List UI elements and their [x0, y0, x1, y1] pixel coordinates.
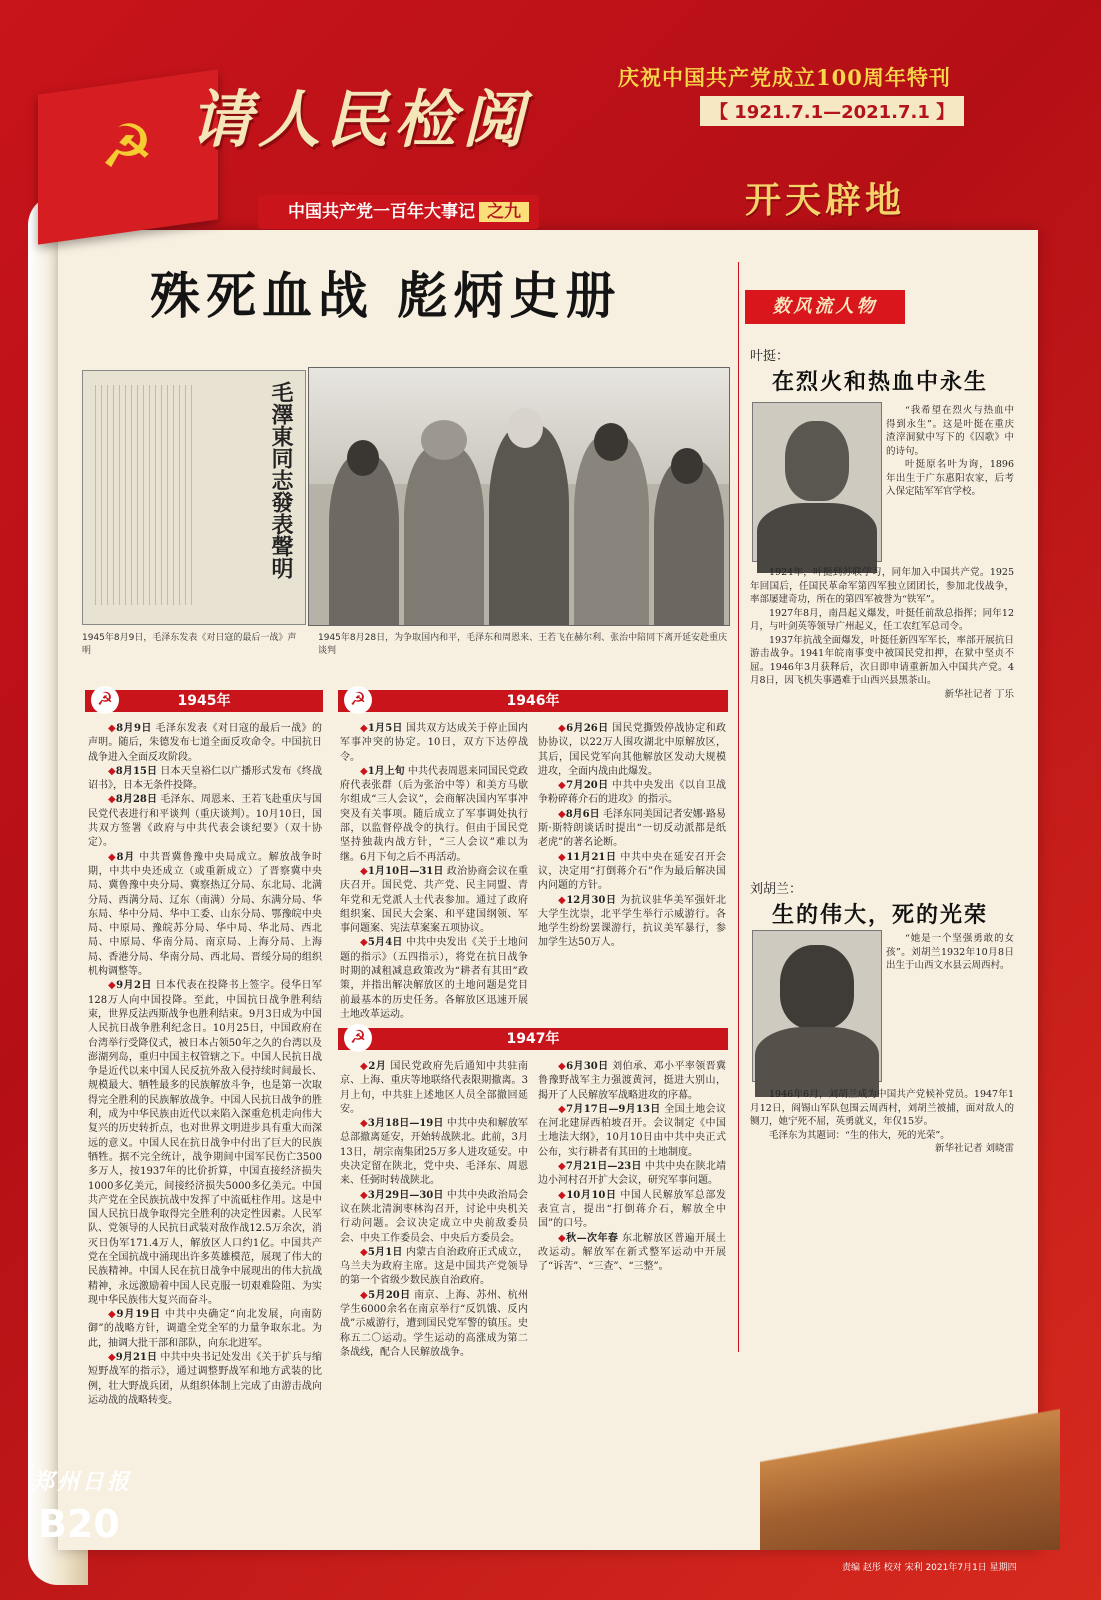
- hammer-sickle-icon: ☭: [100, 112, 154, 182]
- photo-caption: 1945年8月28日，为争取国内和平，毛泽东和周恩来、王若飞在赫尔利、张治中陪同下离开延安赴重庆谈判: [318, 633, 728, 656]
- event-text: 中国人民解放军总部发表宣言，提出“打倒蒋介石，解放全中国”的口号。: [538, 1189, 726, 1230]
- series-label: [258, 195, 539, 229]
- year-header-1946: [338, 690, 728, 712]
- photo-figure: [404, 445, 484, 625]
- portrait-figure: [785, 421, 849, 501]
- event-paragraph: ◆9月21日 中共中央书记处发出《关于扩兵与缩短野战军的指示》，通过调整野战军和地方武装的比例，壮大野战兵团，从组织体制上完成了由游击战向运动战的战略转变。: [88, 1352, 323, 1406]
- clipping-title: 毛澤東同志發表聲明: [268, 381, 294, 579]
- event-date: 7月20日: [566, 780, 609, 792]
- bio2-title: 生的伟大，死的光荣: [772, 903, 989, 928]
- event-date: 8月15日: [115, 765, 158, 777]
- event-text: 中共代表周恩来同国民党政府代表张群（后为张治中等）和美方马歇尔组成“三人会议”，会商解决国内军事冲突及有关事项。随后成立了军事调处执行部，以监督停战令的执行。但由于国民党坚持独裁内战方针，“三人会议”难以为继。6月下旬之后不再活动。: [340, 765, 528, 863]
- bio1-body-top: [886, 404, 1014, 564]
- series-text: 中国共产党一百年大事记: [288, 202, 475, 222]
- event-paragraph: ◆9月2日 日本代表在投降书上签字。侵华日军128万人向中国投降。至此，中国抗日战争胜利结束，世界反法西斯战争也胜利结束。9月3日成为中国人民抗日战争胜利纪念日。10月25日，中国政府在台湾举行受降仪式，被日本占领50年之久的台湾以及澎湖列岛，重归中国主权管辖之下。中国人民抗日战争是近代以来中国人民反抗外敌入侵持续时间最长、规模最大、牺牲最多的民族解放斗争，也是第一次取得完全胜利的民族解放战争。中国人民抗日战争的胜利，成为中华民族由近代以来陷入深重危机走向伟大复兴的历史转折点，也对世界文明进步具有重大而深远的意义。中国人民在抗日战争中付出了巨大的民族牺牲。据不完全统计，战争期间中国军民伤亡3500多万人，按1937年的比价折算，中国直接经济损失1000多亿美元，间接经济损失5000多亿美元。中国共产党在全民族抗战中发挥了中流砥柱作用。这是中国人民抗日战争取得完全胜利的决定性因素。人民军队、党领导的人民抗日武装对敌作战12.5万余次，消灭日伪军171.4万人，解放区人口约1亿。中国共产党在全国抗战中涌现出许多英雄模范，展现了伟大的民族精神。中国人民在抗日战争中展现出的伟大抗战精神，永远激励着中国人民克服一切艰难险阻、为实现中华民族伟大复兴而奋斗。: [88, 980, 322, 1306]
- event-text: 中共中央书记处发出《关于扩兵与缩短野战军的指示》，通过调整野战军和地方武装的比例，壮大野战兵团，从组织体制上完成了由游击战向运动战的战略转变。: [88, 1352, 323, 1406]
- event-text: 日本天皇裕仁以广播形式发布《终战诏书》，日本无条件投降。: [88, 765, 323, 792]
- events-1946-col-a: [340, 722, 529, 1020]
- sidebar-divider: [738, 262, 739, 1352]
- event-text: 中共中央发出《关于土地问题的指示》（五四指示），将党在抗日战争时期的减租减息政策改为“耕者有其田”政策，并指出解决解放区的土地问题是党目前最基本的历史任务。各解放区迅速开展土地改革运动。: [340, 937, 528, 1020]
- event-date: 5月20日: [368, 1289, 411, 1301]
- page-headline: 殊死血战 彪炳史册: [150, 267, 622, 325]
- event-paragraph: ◆8月15日 日本天皇裕仁以广播形式发布《终战诏书》，日本无条件投降。: [88, 765, 323, 792]
- masthead-title: 请人民检阅: [190, 83, 531, 156]
- event-paragraph: ◆5月20日 南京、上海、苏州、杭州学生6000余名在南京举行“反饥饿、反内战”示威游行，遭到国民党军警的镇压。史称五二〇运动。学生运动的高涨成为第二条战线，配合人民解放战争。: [340, 1289, 529, 1358]
- photo-figure: [489, 425, 569, 625]
- photo-figure-head: [594, 423, 628, 461]
- bio-paragraph: 叶挺原名叶为询，1896年出生于广东惠阳农家，后考入保定陆军军官学校。: [886, 459, 1014, 497]
- newspaper-clipping-image: [82, 370, 306, 625]
- event-date: 9月21日: [115, 1352, 158, 1364]
- bio-paragraph: “她是一个坚强勇敢的女孩”。刘胡兰1932年10月8日出生于山西文水县云周西村。: [886, 933, 1014, 971]
- event-text: 毛泽东、周恩来、王若飞赴重庆与国民党代表进行和平谈判（重庆谈判）。10月10日，国共双方签署《政府与中共代表会谈纪要》（双十协定）。: [88, 794, 323, 849]
- event-date: 9月19日: [116, 1309, 161, 1321]
- ye-ting-portrait: [752, 402, 882, 562]
- event-text: 国民党政府先后通知中共驻南京、上海、重庆等地联络代表限期撤离。3月上旬，中共驻上述地区人员全部撤回延安。: [340, 1061, 528, 1115]
- party-emblem-icon: ☭: [91, 686, 119, 714]
- bio-paragraph: 1927年8月，南昌起义爆发，叶挺任前敌总指挥；同年12月，与叶剑英等领导广州起义，任工农红军总司令。: [750, 607, 1014, 632]
- event-text: 日本代表在投降书上签字。侵华日军128万人向中国投降。至此，中国抗日战争胜利结束，世界反法西斯战争也胜利结束。9月3日成为中国人民抗日战争胜利纪念日。10月25日，中国政府在台湾举行受降仪式，被日本占领50年之久的台湾以及澎湖列岛，重归中国主权管辖之下。中国人民抗日战争是近代以来中国人民反抗外敌入侵持续时间最长、规模最大、牺牲最多的民族解放斗争，也是第一次取得完全胜利的民族解放战争。中国人民抗日战争的胜利，成为中华民族由近代以来陷入深重危机走向伟大复兴的历史转折点，也对世界文明进步具有重大而深远的意义。中国人民在抗日战争中付出了巨大的民族牺牲。据不完全统计，战争期间中国军民伤亡3500多万人，按1937年的比价折算，中国直接经济损失1000多亿美元，间接经济损失5000多亿美元。中国共产党在全民族抗战中发挥了中流砥柱作用。这是中国人民抗日战争取得完全胜利的决定性因素。人民军队、党领导的人民抗日武装对敌作战12.5万余次，消灭日伪军171.4万人，解放区人口约1亿。中国共产党在全国抗战中涌现出许多英雄模范，展现了伟大的民族精神。中国人民在抗日战争中展现出的伟大抗战精神，永远激励着中国人民克服一切艰难险阻、为实现中华民族伟大复兴而奋斗。: [88, 980, 322, 1306]
- photo-figure: [574, 435, 649, 625]
- event-date: 8月9日: [116, 723, 152, 734]
- event-paragraph: ◆8月9日 毛泽东发表《对日寇的最后一战》的声明。随后，朱德发布七道全面反攻命令。中国抗日战争进入全面反攻阶段。: [88, 723, 322, 763]
- footer-credit: 责编 赵彤 校对 宋利 2021年7月1日 星期四: [842, 1563, 1017, 1573]
- event-date: 1月上旬: [367, 765, 405, 777]
- event-date: 9月2日: [116, 980, 152, 992]
- clipping-caption: 1945年8月9日，毛泽东发表《对日寇的最后一战》声明: [82, 633, 297, 656]
- events-1945: [88, 722, 322, 1422]
- bio-paragraph: 1924年，叶挺到苏联学习，同年加入中国共产党。1925年回国后，任国民革命军第四军独立团团长，参加北伐战争，率部屡建奇功，所在的第四军被誉为“铁军”。: [750, 567, 1014, 605]
- events-1946-col-b: [538, 722, 726, 1012]
- event-paragraph: ◆1月10日—31日 政治协商会议在重庆召开。国民党、共产党、民主同盟、青年党和无党派人士代表参加。通过了政府组织案、国民大会案、和平建国纲领、军事问题案、宪法草案案五项协议。: [340, 865, 529, 935]
- bio-paragraph: “我希望在烈火与热血中得到永生”。这是叶挺在重庆渣滓洞狱中写下的《囚歌》中的诗句。: [886, 405, 1014, 457]
- event-paragraph: ◆1月5日 国共双方达成关于停止国内军事冲突的协定。10日，双方下达停战令。: [340, 723, 528, 763]
- party-emblem-icon: ☭: [344, 686, 372, 714]
- event-text: 毛泽东同美国记者安娜·路易斯·斯特朗谈话时提出“一切反动派都是纸老虎”的著名论断。: [538, 808, 726, 849]
- portrait-figure: [780, 945, 854, 1029]
- event-paragraph: ◆3月29日—30日 中共中央政治局会议在陕北清涧枣林沟召开，讨论中央机关行动问题。会议决定成立中央前敌委员会、中央工作委员会、中央后方委员会。: [340, 1189, 529, 1244]
- event-date: 3月29日—30日: [367, 1189, 444, 1201]
- bio-paragraph: 毛泽东为其题词：“生的伟大，死的光荣”。: [769, 1129, 950, 1141]
- event-paragraph: ◆8月 中共晋冀鲁豫中央局成立。解放战争时期，中共中央还成立（或重新成立）了晋察冀中央局、冀鲁豫中央分局、冀察热辽分局、东北局、北满分局、西满分局、辽东（南满）分局、东满分局、华东局、华中分局、华中工委、山东分局、鄂豫皖中央局、中原局、豫皖苏分局、华中局、华北局、西北局、中原局、华南分局、南京局、上海分局、上海局、香港分局、华南分局、西北局、晋绥分局的组织机构调整等。: [88, 851, 322, 978]
- event-date: 10月10日: [566, 1189, 617, 1201]
- header: [0, 0, 1101, 230]
- event-paragraph: ◆12月30日 为抗议驻华美军强奸北大学生沈崇，北平学生举行示威游行。各地学生纷纷罢课游行，抗议美军暴行，参加学生达50万人。: [538, 894, 726, 949]
- bio2-name: 刘胡兰：: [750, 882, 803, 897]
- newspaper-logo: 郑州日报: [32, 1469, 133, 1495]
- event-paragraph: ◆8月6日 毛泽东同美国记者安娜·路易斯·斯特朗谈话时提出“一切反动派都是纸老虎”的著名论断。: [538, 808, 726, 849]
- year-header-1945: [85, 690, 323, 712]
- event-text: 中共中央政治局会议在陕北清涧枣林沟召开，讨论中央机关行动问题。会议决定成立中央前敌委员会、中央工作委员会、中央后方委员会。: [340, 1189, 529, 1244]
- event-date: 7月17日—9月13日: [566, 1103, 661, 1115]
- event-date: 6月30日: [566, 1061, 609, 1072]
- event-text: 全国土地会议在河北建屏西柏坡召开。会议制定《中国土地法大纲》，10月10日由中共中央正式公布，实行耕者有其田的土地制度。: [538, 1103, 727, 1158]
- bio2-body: [750, 1088, 1014, 1358]
- liu-hulan-portrait: [752, 930, 882, 1082]
- event-paragraph: ◆7月20日 中共中央发出《以自卫战争粉碎蒋介石的进攻》的指示。: [538, 780, 727, 806]
- event-text: 中共中央发出《以自卫战争粉碎蒋介石的进攻》的指示。: [538, 780, 727, 806]
- event-date: 8月6日: [565, 808, 600, 820]
- event-text: 毛泽东发表《对日寇的最后一战》的声明。随后，朱德发布七道全面反攻命令。中国抗日战争进入全面反攻阶段。: [88, 723, 322, 763]
- photo-figure-head: [507, 408, 543, 448]
- event-text: 政治协商会议在重庆召开。国民党、共产党、民主同盟、青年党和无党派人士代表参加。通过了政府组织案、国民大会案、和平建国纲领、军事问题案、宪法草案案五项协议。: [340, 865, 529, 935]
- event-date: 秋—次年春: [566, 1232, 619, 1244]
- bio-paragraph: 1946年6月，刘胡兰成为中国共产党候补党员。1947年1月12日，阎锡山军队包围云周西村，刘胡兰被捕，面对敌人的铡刀，她宁死不屈，英勇就义，年仅15岁。: [750, 1089, 1014, 1127]
- bio2-body-top: [886, 932, 1014, 1082]
- event-text: 中共中央确定“向北发展，向南防御”的战略方针，调遣全党全军的力量争取东北。为此，抽调大批干部和部队，向东北进军。: [88, 1309, 322, 1349]
- centenary-title: 庆祝中国共产党成立100周年特刊: [618, 65, 951, 90]
- bio1-title: 在烈火和热血中永生: [772, 370, 989, 395]
- event-date: 8月: [116, 851, 136, 863]
- year-header-1947: [338, 1028, 728, 1050]
- event-date: 2月: [368, 1061, 387, 1072]
- events-1947-col-b: [538, 1060, 726, 1460]
- event-date: 7月21日—23日: [565, 1161, 642, 1173]
- event-text: 中共中央在延安召开会议，决定用“打倒蒋介石”作为最后解决国内问题的方针。: [538, 851, 726, 892]
- portrait-shoulders: [757, 503, 877, 573]
- page-number: B20: [38, 1502, 120, 1546]
- photo-figure-head: [347, 440, 379, 476]
- slogan: 开天辟地: [745, 179, 906, 221]
- event-paragraph: ◆6月26日 国民党撕毁停战协定和政协协议，以22万人围攻湖北中原解放区，其后，国民党军向其他解放区发动大规模进攻，全面内战由此爆发。: [538, 723, 727, 777]
- event-date: 1月10日—31日: [367, 865, 444, 877]
- event-text: 中共中央在陕北靖边小河村召开扩大会议，研究军事问题。: [538, 1161, 727, 1187]
- centenary-dates: 【 1921.7.1—2021.7.1 】: [700, 96, 964, 126]
- sidebar-banner: 数风流人物: [745, 290, 905, 324]
- event-text: 国民党撕毁停战协定和政协协议，以22万人围攻湖北中原解放区，其后，国民党军向其他解放区发动大规模进攻，全面内战由此爆发。: [538, 723, 727, 777]
- bio-paragraph: 1937年抗战全面爆发，叶挺任新四军军长，率部开展抗日游击战争。1941年皖南事变中被国民党扣押，在狱中坚贞不屈。1946年3月获释后，次日即申请重新加入中国共产党。4月8日，因飞机失事遇难于山西兴县黑茶山。: [750, 634, 1014, 686]
- event-date: 1月5日: [367, 723, 403, 734]
- event-paragraph: ◆9月19日 中共中央确定“向北发展，向南防御”的战略方针，调遣全党全军的力量争取东北。为此，抽调大批干部和部队，向东北进军。: [88, 1309, 322, 1349]
- series-number: 之九: [479, 202, 529, 222]
- event-paragraph: ◆1月上旬 中共代表周恩来同国民党政府代表张群（后为张治中等）和美方马歇尔组成“三人会议”，会商解决国内军事冲突及有关事项。随后成立了军事调处执行部，以监督停战令的执行。但由于国民党坚持独裁内战方针，“三人会议”难以为继。6月下旬之后不再活动。: [340, 765, 528, 863]
- year-label: 1945年: [177, 693, 231, 709]
- event-paragraph: ◆8月28日 毛泽东、周恩来、王若飞赴重庆与国民党代表进行和平谈判（重庆谈判）。10月10日，国共双方签署《政府与中共代表会谈纪要》（双十协定）。: [88, 794, 323, 849]
- bio-byline: 新华社记者 丁乐: [944, 688, 1014, 700]
- event-paragraph: ◆5月1日 内蒙古自治政府正式成立，乌兰夫为政府主席。这是中国共产党领导的第一个省级少数民族自治政府。: [340, 1246, 528, 1287]
- photo-figure: [654, 460, 724, 625]
- event-text: 为抗议驻华美军强奸北大学生沈崇，北平学生举行示威游行。各地学生纷纷罢课游行，抗议美军暴行，参加学生达50万人。: [538, 894, 726, 949]
- event-date: 8月28日: [115, 794, 158, 806]
- event-paragraph: ◆7月21日—23日 中共中央在陕北靖边小河村召开扩大会议，研究军事问题。: [538, 1161, 727, 1187]
- event-text: 内蒙古自治政府正式成立，乌兰夫为政府主席。这是中国共产党领导的第一个省级少数民族自治政府。: [340, 1246, 528, 1287]
- photo-figure-head: [671, 448, 703, 484]
- event-text: 东北解放区普遍开展土改运动。解放军在新式整军运动中开展了“诉苦”、“三查”、“三整”。: [538, 1232, 726, 1273]
- event-paragraph: ◆秋—次年春 东北解放区普遍开展土改运动。解放军在新式整军运动中开展了“诉苦”、“三查”、“三整”。: [538, 1232, 726, 1273]
- event-paragraph: ◆2月 国民党政府先后通知中共驻南京、上海、重庆等地联络代表限期撤离。3月上旬，中共驻上述地区人员全部撤回延安。: [340, 1061, 528, 1115]
- party-emblem-icon: ☭: [344, 1024, 372, 1052]
- event-date: 5月1日: [367, 1246, 403, 1258]
- event-paragraph: ◆7月17日—9月13日 全国土地会议在河北建屏西柏坡召开。会议制定《中国土地法大纲》，10月10日由中共中央正式公布，实行耕者有其田的土地制度。: [538, 1103, 727, 1158]
- great-wall-illustration: [760, 1400, 1060, 1550]
- event-date: 5月4日: [367, 937, 403, 949]
- historical-photo: [308, 367, 730, 626]
- events-1947-col-a: [340, 1060, 528, 1460]
- portrait-shoulders: [755, 1027, 879, 1097]
- event-text: 国共双方达成关于停止国内军事冲突的协定。10日，双方下达停战令。: [340, 723, 528, 763]
- event-paragraph: ◆5月4日 中共中央发出《关于土地问题的指示》（五四指示），将党在抗日战争时期的减租减息政策改为“耕者有其田”政策，并指出解决解放区的土地问题是党目前最基本的历史任务。各解放区迅速开展土地改革运动。: [340, 937, 528, 1020]
- year-label: 1946年: [506, 693, 560, 709]
- event-date: 11月21日: [566, 851, 617, 863]
- year-label: 1947年: [506, 1031, 560, 1047]
- event-date: 3月18日—19日: [367, 1118, 444, 1130]
- bio-byline: 新华社记者 刘晓雷: [934, 1143, 1014, 1154]
- photo-figure-head: [421, 420, 467, 460]
- event-paragraph: ◆11月21日 中共中央在延安召开会议，决定用“打倒蒋介石”作为最后解决国内问题的方针。: [538, 851, 726, 892]
- event-text: 中共晋冀鲁豫中央局成立。解放战争时期，中共中央还成立（或重新成立）了晋察冀中央局、冀鲁豫中央分局、冀察热辽分局、东北局、北满分局、西满分局、辽东（南满）分局、东满分局、华东局、华中分局、华中工委、山东分局、鄂豫皖中央局、中原局、豫皖苏分局、华中局、华北局、西北局、中原局、华南分局、南京局、上海分局、上海局、香港分局、华南分局、西北局、晋绥分局的组织机构调整等。: [88, 851, 322, 978]
- bio1-name: 叶挺：: [750, 349, 790, 364]
- event-text: 南京、上海、苏州、杭州学生6000余名在南京举行“反饥饿、反内战”示威游行，遭到国民党军警的镇压。史称五二〇运动。学生运动的高涨成为第二条战线，配合人民解放战争。: [340, 1289, 529, 1358]
- bio1-body: [750, 566, 1014, 866]
- photo-figure: [329, 455, 399, 625]
- event-text: 刘伯承、邓小平率领晋冀鲁豫野战军主力强渡黄河，挺进大别山，揭开了人民解放军战略进攻的序幕。: [538, 1061, 727, 1101]
- event-date: 12月30日: [566, 894, 617, 906]
- event-date: 6月26日: [566, 723, 609, 734]
- event-paragraph: ◆3月18日—19日 中共中央和解放军总部撤离延安，开始转战陕北。此前，3月13日，胡宗南集团25万多人进攻延安。中央决定留在陕北，党中央、毛泽东、周恩来、任弼时转战陕北。: [340, 1118, 529, 1187]
- event-text: 中共中央和解放军总部撤离延安，开始转战陕北。此前，3月13日，胡宗南集团25万多人进攻延安。中央决定留在陕北，党中央、毛泽东、周恩来、任弼时转战陕北。: [340, 1118, 529, 1187]
- event-paragraph: ◆6月30日 刘伯承、邓小平率领晋冀鲁豫野战军主力强渡黄河，挺进大别山，揭开了人民解放军战略进攻的序幕。: [538, 1061, 727, 1101]
- clipping-text-texture: [95, 385, 195, 605]
- event-paragraph: ◆10月10日 中国人民解放军总部发表宣言，提出“打倒蒋介石，解放全中国”的口号。: [538, 1189, 726, 1230]
